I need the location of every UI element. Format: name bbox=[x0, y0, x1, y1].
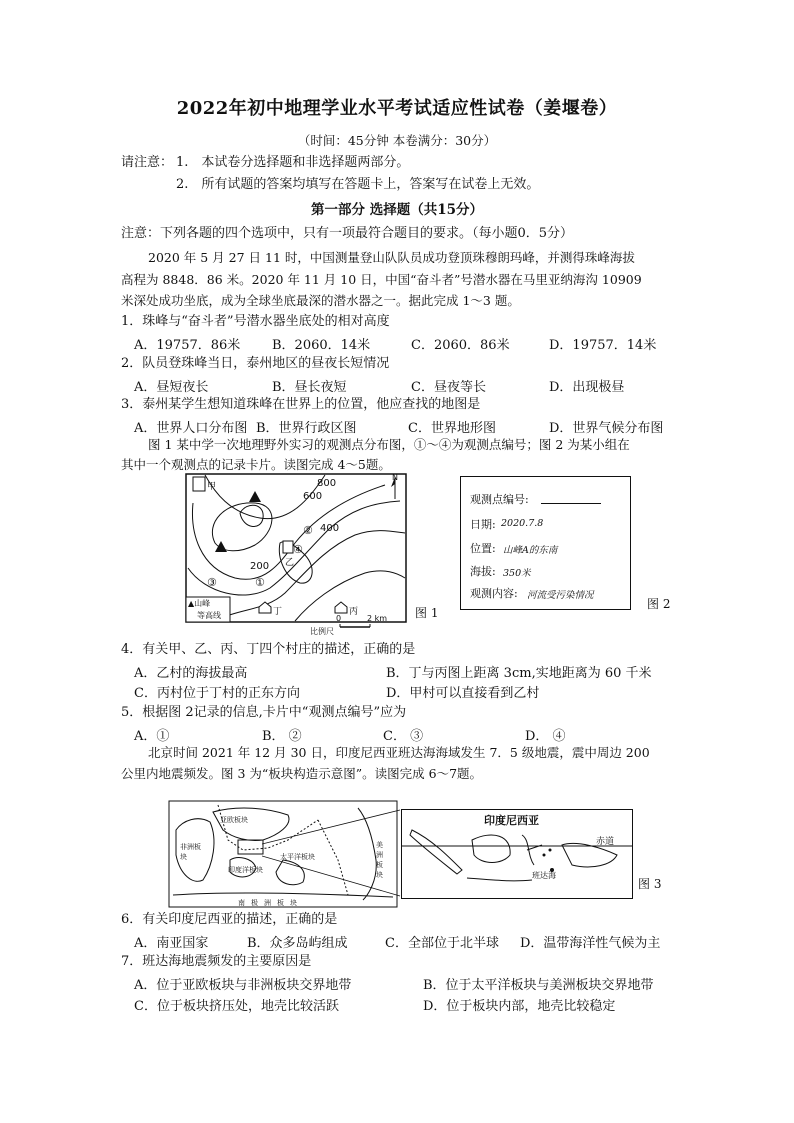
card-number-blank bbox=[541, 503, 601, 504]
scale-two: 2 km bbox=[367, 614, 388, 623]
intro2-line-1: 图 1 某中学一次地理野外实习的观测点分布图，①～④为观测点编号；图 2 为某小组在 bbox=[148, 437, 630, 452]
north-label: N bbox=[392, 473, 398, 482]
q6-option-b: B．众多岛屿组成 bbox=[247, 936, 348, 951]
figure-3-zoom-lines bbox=[262, 808, 402, 898]
q7-option-b: B．位于太平洋板块与美洲板块交界地带 bbox=[423, 978, 654, 993]
q1-option-d: D．19757．14米 bbox=[549, 338, 657, 353]
q5-option-c: C． ③ bbox=[383, 729, 424, 744]
plate-label-eurasian: 亚欧板块 bbox=[220, 816, 248, 824]
card-field-date-value: 2020.7.8 bbox=[501, 518, 544, 529]
point-1: ① bbox=[255, 576, 265, 589]
contour-label-200: 200 bbox=[250, 561, 270, 572]
intro3-line-2: 公里内地震频发。图 3 为“板块构造示意图”。读图完成 6～7题。 bbox=[121, 766, 483, 781]
intro1-line-3: 米深处成功坐底，成为全球坐底最深的潜水器之一。据此完成 1～3 题。 bbox=[121, 293, 520, 308]
point-4: ④ bbox=[293, 543, 303, 556]
q2-option-c: C．昼夜等长 bbox=[411, 380, 486, 395]
card-field-location-value: 山峰A的东南 bbox=[503, 545, 558, 556]
contour-label-600: 600 bbox=[303, 491, 323, 502]
q4-option-a: A．乙村的海拔最高 bbox=[134, 666, 248, 681]
notice-label: 请注意： bbox=[121, 155, 174, 170]
intro2-line-2: 其中一个观测点的记录卡片。读图完成 4～5题。 bbox=[121, 457, 391, 472]
card-field-location-label: 位置: bbox=[470, 542, 496, 555]
q5-option-a: A．① bbox=[134, 729, 170, 744]
q5-option-d: D． ④ bbox=[525, 729, 566, 744]
plate-label-antarctic: 南极洲板块 bbox=[238, 899, 303, 907]
q6-option-d: D．温带海洋性气候为主 bbox=[520, 936, 661, 951]
q4-option-d: D．甲村可以直接看到乙村 bbox=[386, 686, 540, 701]
q5-stem: 5．根据图 2记录的信息,卡片中“观测点编号”应为 bbox=[121, 705, 407, 720]
card-field-content-value: 河流受污染情况 bbox=[527, 590, 594, 601]
q1-option-a: A．19757．86米 bbox=[134, 338, 241, 353]
q7-stem: 7．班达海地震频发的主要原因是 bbox=[121, 954, 312, 969]
card-field-number-label: 观测点编号: bbox=[470, 493, 529, 506]
scale-label: 比例尺 bbox=[310, 627, 334, 636]
q2-option-d: D．出现极昼 bbox=[549, 380, 625, 395]
card-field-altitude-value: 350米 bbox=[503, 568, 531, 579]
notice-item-2: 2. 所有试题的答案均填写在答题卡上，答案写在试卷上无效。 bbox=[176, 177, 540, 192]
q3-option-c: C．世界地形图 bbox=[408, 421, 496, 436]
contour-label-400: 400 bbox=[320, 523, 340, 534]
q1-option-c: C．2060．86米 bbox=[411, 338, 510, 353]
intro3-line-1: 北京时间 2021 年 12 月 30 日，印度尼西亚班达海海域发生 7．5 级地震，震中周边 200 bbox=[148, 745, 650, 760]
q4-option-b: B．丁与丙图上距离 3cm,实地距离为 60 千米 bbox=[386, 666, 652, 681]
figure-1-caption: 图 1 bbox=[415, 606, 439, 620]
card-field-date-label: 日期: bbox=[470, 518, 496, 531]
q2-option-a: A．昼短夜长 bbox=[134, 380, 209, 395]
banda-sea-label: 班达海 bbox=[532, 871, 556, 880]
q6-stem: 6．有关印度尼西亚的描述，正确的是 bbox=[121, 912, 338, 927]
plate-label-american: 美洲板块 bbox=[376, 841, 383, 879]
figure-2-record-card bbox=[460, 476, 631, 610]
card-field-altitude-label: 海拔: bbox=[470, 565, 496, 578]
plate-label-indian-ocean: 印度洋板块 bbox=[228, 866, 263, 874]
contour-label-800: 800 bbox=[317, 478, 337, 489]
legend-contour: 等高线 bbox=[197, 611, 221, 620]
page-subtitle: （时间：45分钟 本卷满分：30分） bbox=[297, 133, 497, 148]
q1-option-b: B．2060．14米 bbox=[272, 338, 371, 353]
notice-item-1: 1. 本试卷分选择题和非选择题两部分。 bbox=[176, 155, 410, 170]
figure-2-caption: 图 2 bbox=[647, 597, 671, 611]
village-ding: 丁 bbox=[273, 607, 283, 617]
q2-option-b: B．昼长夜短 bbox=[272, 380, 347, 395]
inset-title: 印度尼西亚 bbox=[484, 814, 539, 827]
q5-option-b: B． ② bbox=[262, 729, 302, 744]
point-3: ③ bbox=[207, 576, 217, 589]
q3-option-d: D．世界气候分布图 bbox=[549, 421, 664, 436]
village-jia: 甲 bbox=[207, 482, 217, 492]
figure-3-caption: 图 3 bbox=[638, 877, 662, 891]
page-title: 2022年初中地理学业水平考试适应性试卷（姜堰卷） bbox=[176, 98, 618, 119]
intro1-line-1: 2020 年 5 月 27 日 11 时，中国测量登山队队员成功登顶珠穆朗玛峰，并测得珠峰海拔 bbox=[148, 250, 635, 265]
plate-label-pacific: 太平洋板块 bbox=[280, 853, 315, 861]
q7-option-a: A．位于亚欧板块与非洲板块交界地带 bbox=[134, 978, 352, 993]
q3-option-a: A．世界人口分布图 bbox=[134, 421, 248, 436]
q4-option-c: C．丙村位于丁村的正东方向 bbox=[134, 686, 300, 701]
q1-stem: 1．珠峰与“奋斗者”号潜水器坐底处的相对高度 bbox=[121, 314, 390, 329]
q4-stem: 4．有关甲、乙、丙、丁四个村庄的描述，正确的是 bbox=[121, 642, 416, 657]
plate-label-african: 非洲板块 bbox=[180, 843, 201, 861]
q7-option-c: C．位于板块挤压处，地壳比较活跃 bbox=[134, 999, 339, 1014]
point-2: ② bbox=[303, 524, 313, 537]
q6-option-a: A．南亚国家 bbox=[134, 936, 209, 951]
scale-zero: 0 bbox=[336, 614, 342, 623]
q3-stem: 3．泰州某学生想知道珠峰在世界上的位置，他应查找的地图是 bbox=[121, 397, 481, 412]
q6-option-c: C．全部位于北半球 bbox=[385, 936, 499, 951]
village-bing: 丙 bbox=[349, 607, 359, 617]
part1-heading: 第一部分 选择题（共15分） bbox=[311, 202, 483, 218]
q2-stem: 2．队员登珠峰当日，泰州地区的昼夜长短情况 bbox=[121, 356, 390, 371]
figure-1-contour-map bbox=[185, 473, 407, 641]
part1-note: 注意：下列各题的四个选项中，只有一项最符合题目的要求。（每小题0．5分） bbox=[121, 226, 574, 241]
village-yi: 乙 bbox=[285, 558, 295, 568]
intro1-line-2: 高程为 8848．86 米。2020 年 11 月 10 日，中国“奋斗者”号潜水器在马里亚纳海沟 10909 bbox=[121, 272, 642, 287]
figure-3-indonesia-inset bbox=[401, 809, 633, 899]
legend-peak: ▲山峰 bbox=[188, 599, 211, 608]
card-field-content-label: 观测内容: bbox=[470, 587, 518, 600]
equator-label: 赤道 bbox=[596, 837, 615, 847]
q3-option-b: B．世界行政区图 bbox=[256, 421, 357, 436]
q7-option-d: D．位于板块内部，地壳比较稳定 bbox=[423, 999, 616, 1014]
